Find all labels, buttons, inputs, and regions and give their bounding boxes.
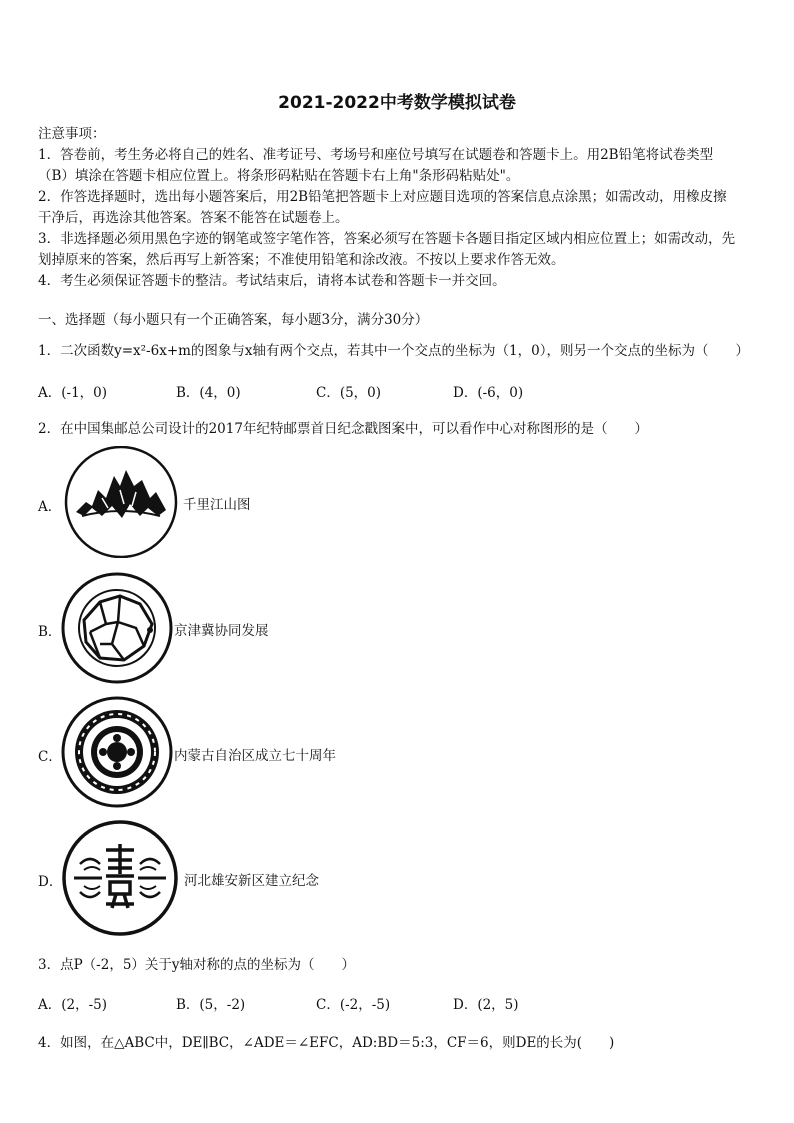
notice-line: 3．非选择题必须用黑色字迹的钢笔或签字笔作答，答案必须写在答题卡各题目指定区域内相应位置上；如需改动，先 — [38, 231, 736, 247]
notice-line: 1．答卷前，考生务必将自己的姓名、准考证号、考场号和座位号填写在试题卷和答题卡上。用2B铅笔将试卷类型 — [38, 147, 714, 163]
q3-option-b: B．(5，-2) — [176, 997, 246, 1013]
question-1-stem: 1．二次函数y=x²-6x+m的图象与x轴有两个交点，若其中一个交点的坐标为（1，0），则另一个交点的坐标为（ ） — [38, 343, 749, 359]
ornament-seal-icon — [60, 696, 174, 808]
mountain-seal-icon — [62, 446, 180, 558]
notice-line: 4．考生必须保证答题卡的整洁。考试结束后，请将本试卷和答题卡一并交回。 — [38, 273, 506, 289]
map-seal-icon — [60, 572, 174, 684]
notice-line: （B）填涂在答题卡相应位置上。将条形码粘贴在答题卡右上角"条形码粘贴处"。 — [38, 168, 520, 184]
q1-option-a: A．(-1，0) — [38, 385, 108, 401]
q2-option-b-letter: B． — [38, 624, 62, 640]
q2-option-d-caption: 河北雄安新区建立纪念 — [184, 873, 319, 889]
q2-option-a-caption: 千里江山图 — [183, 497, 251, 513]
q2-option-c-letter: C． — [38, 749, 62, 765]
q1-option-d: D．(-6，0) — [453, 385, 524, 401]
q3-option-d: D．(2，5) — [453, 997, 519, 1013]
q2-option-d-letter: D． — [38, 874, 63, 890]
page-title: 2021-2022中考数学模拟试卷 — [278, 93, 516, 113]
notice-line: 干净后，再选涂其他答案。答案不能答在试题卷上。 — [38, 210, 349, 226]
notice-line: 划掉原来的答案，然后再写上新答案；不准使用铅笔和涂改液。不按以上要求作答无效。 — [38, 252, 565, 268]
q3-option-c: C．(-2，-5) — [316, 997, 391, 1013]
q2-option-a-letter: A． — [38, 499, 62, 515]
section-heading: 一、选择题（每小题只有一个正确答案，每小题3分，满分30分） — [38, 312, 429, 328]
question-2-stem: 2．在中国集邮总公司设计的2017年纪特邮票首日纪念戳图案中，可以看作中心对称图形的是（ ） — [38, 421, 648, 437]
q1-option-b: B．(4，0) — [176, 385, 241, 401]
q2-option-c-caption: 内蒙古自治区成立七十周年 — [174, 748, 336, 764]
q2-option-b-caption: 京津冀协同发展 — [174, 623, 269, 639]
q3-option-a: A．(2，-5) — [38, 997, 108, 1013]
character-seal-icon — [60, 820, 180, 936]
notice-heading: 注意事项： — [38, 126, 106, 142]
question-3-stem: 3．点P（-2，5）关于y轴对称的点的坐标为（ ） — [38, 957, 356, 973]
question-4-stem: 4．如图，在△ABC中，DE∥BC，∠ADE＝∠EFC，AD:BD＝5:3，CF＝6，则DE的长为( ) — [38, 1035, 615, 1051]
q1-option-c: C．(5，0) — [316, 385, 382, 401]
notice-line: 2．作答选择题时，选出每小题答案后，用2B铅笔把答题卡上对应题目选项的答案信息点涂黑；如需改动，用橡皮擦 — [38, 189, 727, 205]
